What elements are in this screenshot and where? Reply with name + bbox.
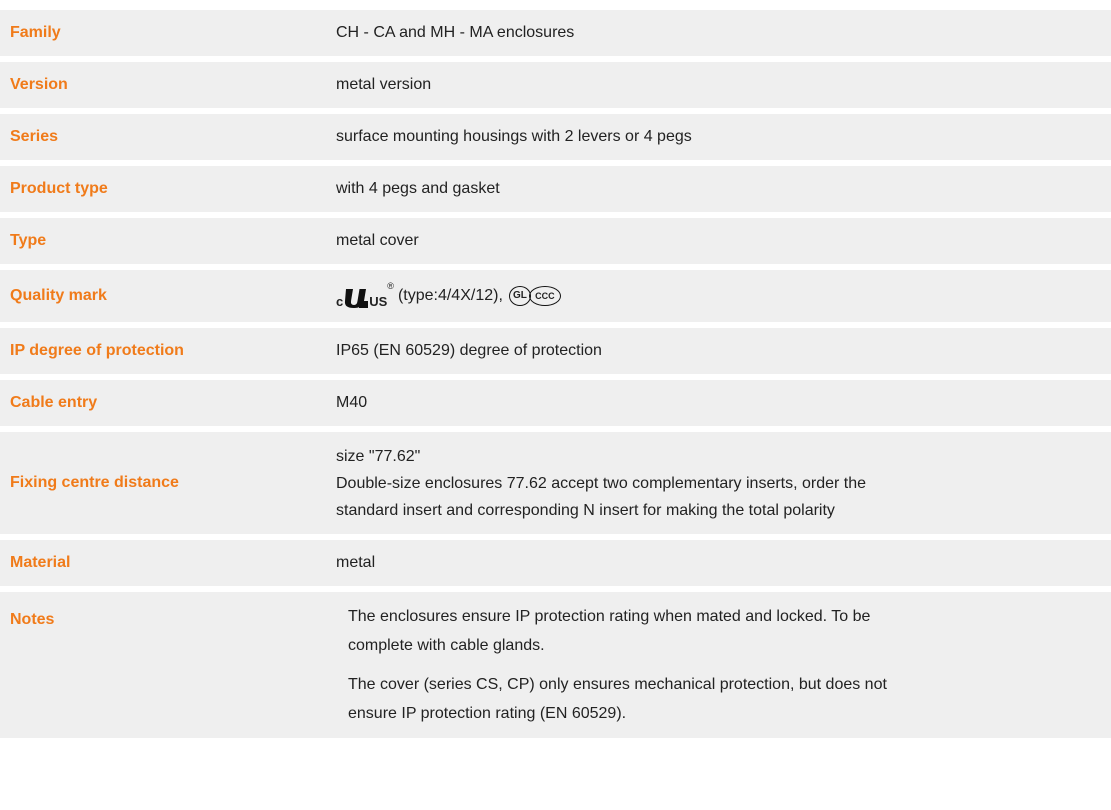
spec-value: metal version <box>336 76 432 93</box>
spec-row-fixing-centre-distance <box>0 432 1111 534</box>
spec-label: Type <box>10 232 47 249</box>
registered-mark: ® <box>387 281 394 291</box>
spec-row-product-type <box>0 166 1111 212</box>
value-line: standard insert and corresponding N insert for making the total polarity <box>336 501 835 519</box>
spec-row-notes <box>0 592 1111 738</box>
ccc-certification-icon: CCC <box>529 286 561 306</box>
spec-value <box>336 283 561 309</box>
spec-row-family <box>0 10 1111 56</box>
spec-value: IP65 (EN 60529) degree of protection <box>336 342 602 359</box>
spec-label: Material <box>10 554 71 571</box>
ul-mark-c: c <box>336 294 344 309</box>
spec-label: Quality mark <box>10 287 107 304</box>
spec-label: Fixing centre distance <box>10 474 179 491</box>
spec-value: with 4 pegs and gasket <box>336 180 500 197</box>
notes-paragraph <box>348 602 887 660</box>
notes-line: complete with cable glands. <box>348 637 545 654</box>
gl-certification-icon: GL <box>509 286 531 306</box>
spec-label: Notes <box>10 611 55 628</box>
spec-value: M40 <box>336 394 368 411</box>
ul-logo-icon <box>343 287 369 309</box>
notes-paragraph <box>348 670 887 728</box>
spec-value: metal cover <box>336 232 419 249</box>
ul-mark-us: US <box>369 294 388 309</box>
spec-label: Product type <box>10 180 108 197</box>
spec-row-cable-entry <box>0 380 1111 426</box>
spec-value: metal <box>336 554 376 571</box>
spec-value: CH - CA and MH - MA enclosures <box>336 24 575 41</box>
quality-mark-text: (type:4/4X/12), <box>397 287 503 304</box>
notes-line: ensure IP protection rating (EN 60529). <box>348 705 627 722</box>
spec-row-version <box>0 62 1111 108</box>
spec-value: surface mounting housings with 2 levers or 4 pegs <box>336 128 692 145</box>
spec-label: Series <box>10 128 59 145</box>
spec-row-ip-protection <box>0 328 1111 374</box>
spec-value <box>336 443 866 524</box>
spec-label: Cable entry <box>10 394 98 411</box>
spec-label: IP degree of protection <box>10 342 184 359</box>
spec-row-material <box>0 540 1111 586</box>
value-line: Double-size enclosures 77.62 accept two complementary inserts, order the <box>336 474 867 492</box>
spec-table <box>0 10 1111 744</box>
value-line: size "77.62" <box>336 447 421 465</box>
notes-line: The cover (series CS, CP) only ensures mechanical protection, but does not <box>348 676 887 693</box>
notes-line: The enclosures ensure IP protection rating when mated and locked. To be <box>348 608 871 625</box>
spec-row-series <box>0 114 1111 160</box>
spec-row-quality-mark <box>0 270 1111 322</box>
spec-value <box>348 592 887 728</box>
spec-label: Version <box>10 76 68 93</box>
spec-row-type <box>0 218 1111 264</box>
ul-certification-icon <box>336 283 394 309</box>
spec-label: Family <box>10 24 61 41</box>
